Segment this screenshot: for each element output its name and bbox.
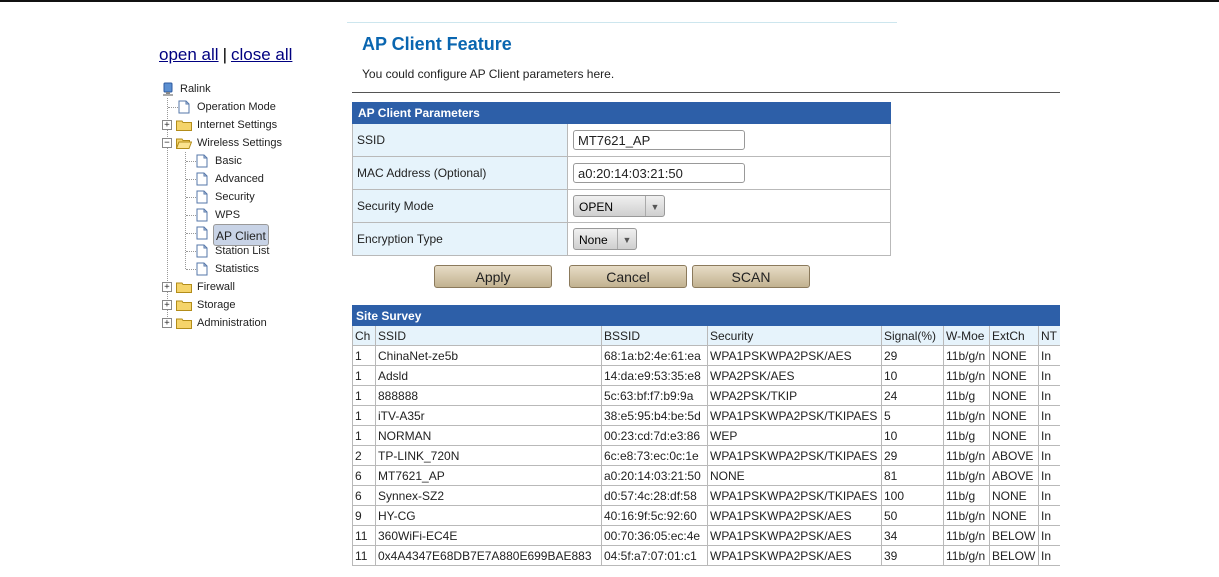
channel-cell: 2 — [353, 446, 376, 466]
survey-column-header: BSSID — [602, 326, 708, 346]
folder-icon — [176, 119, 192, 131]
wireless-mode-cell: 11b/g/n — [944, 446, 990, 466]
table-row[interactable] — [353, 486, 1061, 506]
document-icon — [196, 262, 208, 276]
encryption-type-value: None — [579, 233, 608, 247]
ssid-cell: TP-LINK_720N — [376, 446, 602, 466]
table-row[interactable] — [353, 506, 1061, 526]
document-icon — [178, 100, 190, 114]
survey-column-header: Security — [708, 326, 882, 346]
document-icon — [196, 244, 208, 258]
wireless-mode-cell: 11b/g/n — [944, 346, 990, 366]
top-border — [0, 0, 1219, 2]
document-icon — [196, 154, 208, 168]
tree-item-wps[interactable] — [160, 206, 330, 224]
tree-item-advanced[interactable] — [160, 170, 330, 188]
bssid-cell: 14:da:e9:53:35:e8 — [602, 366, 708, 386]
wireless-mode-cell: 11b/g — [944, 486, 990, 506]
tree-toggle-links — [159, 45, 292, 65]
wireless-mode-cell: 11b/g/n — [944, 466, 990, 486]
survey-column-header: ExtCh — [990, 326, 1039, 346]
security-cell: WPA1PSKWPA2PSK/TKIPAES — [708, 446, 882, 466]
tree-label: Internet Settings — [197, 119, 278, 131]
signal-cell: 24 — [882, 386, 944, 406]
bssid-cell: 04:5f:a7:07:01:c1 — [602, 546, 708, 566]
signal-cell: 81 — [882, 466, 944, 486]
bssid-cell: 38:e5:95:b4:be:5d — [602, 406, 708, 426]
site-survey-container — [352, 305, 1060, 577]
tree-item-station-list[interactable] — [160, 242, 330, 260]
tree-root-label: Ralink — [180, 83, 211, 95]
channel-cell: 1 — [353, 386, 376, 406]
dropdown-arrow-icon: ▼ — [617, 229, 636, 249]
signal-cell: 34 — [882, 526, 944, 546]
close-all-link[interactable]: close all — [230, 45, 293, 64]
document-icon — [196, 172, 208, 186]
wireless-mode-cell: 11b/g/n — [944, 546, 990, 566]
bssid-cell: 68:1a:b2:4e:61:ea — [602, 346, 708, 366]
security-cell: WPA1PSKWPA2PSK/AES — [708, 346, 882, 366]
channel-cell: 1 — [353, 426, 376, 446]
document-icon — [196, 190, 208, 204]
security-mode-select[interactable] — [573, 195, 665, 217]
security-cell: WPA2PSK/AES — [708, 366, 882, 386]
network-type-cell: In — [1039, 526, 1061, 546]
extension-channel-cell: NONE — [990, 386, 1039, 406]
tree-item-firewall[interactable] — [160, 278, 330, 296]
extension-channel-cell: NONE — [990, 506, 1039, 526]
expand-plus-icon[interactable]: + — [162, 282, 172, 292]
signal-cell: 50 — [882, 506, 944, 526]
expand-plus-icon[interactable]: + — [162, 300, 172, 310]
table-row[interactable] — [353, 446, 1061, 466]
network-type-cell: In — [1039, 466, 1061, 486]
expand-plus-icon[interactable]: + — [162, 318, 172, 328]
ssid-cell: 0x4A4347E68DB7E7A880E699BAE883 — [376, 546, 602, 566]
wireless-mode-cell: 11b/g/n — [944, 406, 990, 426]
ssid-cell: iTV-A35r — [376, 406, 602, 426]
extension-channel-cell: NONE — [990, 406, 1039, 426]
security-mode-value: OPEN — [579, 200, 614, 214]
expand-plus-icon[interactable]: + — [162, 120, 172, 130]
wireless-mode-cell: 11b/g/n — [944, 506, 990, 526]
section-divider — [352, 92, 1060, 93]
tree-item-storage[interactable] — [160, 296, 330, 314]
ssid-cell: HY-CG — [376, 506, 602, 526]
wireless-mode-cell: 11b/g/n — [944, 366, 990, 386]
table-row[interactable] — [353, 346, 1061, 366]
channel-cell: 6 — [353, 486, 376, 506]
tree-label: Wireless Settings — [197, 137, 282, 149]
survey-column-header: Ch — [353, 326, 376, 346]
security-cell: WPA1PSKWPA2PSK/AES — [708, 526, 882, 546]
mac-address-input[interactable] — [573, 163, 745, 183]
network-type-cell: In — [1039, 406, 1061, 426]
security-cell: WPA1PSKWPA2PSK/AES — [708, 546, 882, 566]
table-row[interactable] — [353, 426, 1061, 446]
table-row[interactable] — [353, 546, 1061, 566]
network-globe-icon — [161, 82, 175, 96]
params-header: AP Client Parameters — [353, 103, 891, 124]
network-type-cell: In — [1039, 486, 1061, 506]
extension-channel-cell: NONE — [990, 366, 1039, 386]
folder-icon — [176, 281, 192, 293]
tree-label: Station List — [215, 245, 270, 257]
mac-address-label: MAC Address (Optional) — [353, 157, 568, 190]
tree-item-security[interactable] — [160, 188, 330, 206]
folder-open-icon — [176, 137, 192, 149]
signal-cell: 29 — [882, 346, 944, 366]
extension-channel-cell: BELOW — [990, 546, 1039, 566]
security-cell: WPA1PSKWPA2PSK/TKIPAES — [708, 486, 882, 506]
extension-channel-cell: BELOW — [990, 526, 1039, 546]
ssid-cell: ChinaNet-ze5b — [376, 346, 602, 366]
signal-cell: 5 — [882, 406, 944, 426]
extension-channel-cell: ABOVE — [990, 466, 1039, 486]
survey-column-header: SSID — [376, 326, 602, 346]
network-type-cell: In — [1039, 426, 1061, 446]
tree-label: Administration — [197, 317, 267, 329]
network-type-cell: In — [1039, 446, 1061, 466]
scan-button[interactable]: SCAN — [692, 265, 810, 288]
tree-label: Security — [215, 191, 255, 203]
open-all-link[interactable]: open all — [159, 45, 219, 64]
network-type-cell: In — [1039, 346, 1061, 366]
security-cell: NONE — [708, 466, 882, 486]
channel-cell: 6 — [353, 466, 376, 486]
table-row[interactable] — [353, 526, 1061, 546]
extension-channel-cell: NONE — [990, 426, 1039, 446]
security-cell: WPA2PSK/TKIP — [708, 386, 882, 406]
bssid-cell: 00:23:cd:7d:e3:86 — [602, 426, 708, 446]
table-row[interactable] — [353, 386, 1061, 406]
tree-item-wireless-settings[interactable] — [160, 134, 330, 152]
security-mode-label: Security Mode — [353, 190, 568, 223]
survey-column-header: Signal(%) — [882, 326, 944, 346]
document-icon — [196, 208, 208, 222]
channel-cell: 9 — [353, 506, 376, 526]
signal-cell: 39 — [882, 546, 944, 566]
survey-column-headers — [353, 326, 1061, 346]
wireless-mode-cell: 11b/g — [944, 386, 990, 406]
site-survey-header: Site Survey — [353, 306, 1061, 326]
ssid-cell: MT7621_AP — [376, 466, 602, 486]
survey-column-header: NT — [1039, 326, 1061, 346]
signal-cell: 10 — [882, 366, 944, 386]
survey-rows — [353, 346, 1061, 566]
tree-item-internet-settings[interactable] — [160, 116, 330, 134]
bssid-cell: 40:16:9f:5c:92:60 — [602, 506, 708, 526]
signal-cell: 29 — [882, 446, 944, 466]
channel-cell: 1 — [353, 346, 376, 366]
bssid-cell: d0:57:4c:28:df:58 — [602, 486, 708, 506]
bssid-cell: 5c:63:bf:f7:b9:9a — [602, 386, 708, 406]
wireless-mode-cell: 11b/g — [944, 426, 990, 446]
ssid-input[interactable] — [573, 130, 745, 150]
site-survey-table — [352, 305, 1060, 566]
collapse-minus-icon[interactable]: − — [162, 138, 172, 148]
extension-channel-cell: NONE — [990, 486, 1039, 506]
link-separator: | — [222, 45, 227, 64]
dropdown-arrow-icon: ▼ — [645, 196, 664, 216]
ssid-label: SSID — [353, 124, 568, 157]
tree-label: WPS — [215, 209, 241, 221]
encryption-type-label: Encryption Type — [353, 223, 568, 256]
top-divider — [347, 22, 897, 23]
bssid-cell: 00:70:36:05:ec:4e — [602, 526, 708, 546]
security-cell: WPA1PSKWPA2PSK/TKIPAES — [708, 406, 882, 426]
document-icon — [196, 226, 208, 240]
tree-label: Statistics — [215, 263, 260, 275]
network-type-cell: In — [1039, 366, 1061, 386]
page-title: AP Client Feature — [362, 34, 512, 54]
extension-channel-cell: ABOVE — [990, 446, 1039, 466]
ssid-cell: NORMAN — [376, 426, 602, 446]
tree-label: Operation Mode — [197, 101, 276, 113]
tree-label: Advanced — [215, 173, 264, 185]
signal-cell: 100 — [882, 486, 944, 506]
table-row[interactable] — [353, 406, 1061, 426]
channel-cell: 1 — [353, 366, 376, 386]
tree-item-operation-mode[interactable] — [160, 98, 330, 116]
signal-cell: 10 — [882, 426, 944, 446]
tree-label: Storage — [197, 299, 236, 311]
tree-label: Basic — [215, 155, 242, 167]
ssid-cell: Synnex-SZ2 — [376, 486, 602, 506]
tree-item-ap-client[interactable] — [160, 224, 330, 242]
network-type-cell: In — [1039, 546, 1061, 566]
network-type-cell: In — [1039, 506, 1061, 526]
survey-column-header: W-Moe — [944, 326, 990, 346]
ssid-cell: Adsld — [376, 366, 602, 386]
encryption-type-select[interactable] — [573, 228, 637, 250]
nav-tree — [160, 80, 340, 340]
channel-cell: 1 — [353, 406, 376, 426]
channel-cell: 11 — [353, 526, 376, 546]
apply-button[interactable]: Apply — [434, 265, 552, 288]
tree-label-selected: AP Client — [213, 224, 269, 246]
security-cell: WEP — [708, 426, 882, 446]
ssid-cell: 888888 — [376, 386, 602, 406]
ap-client-params-table — [352, 102, 891, 256]
cancel-button[interactable]: Cancel — [569, 265, 687, 288]
security-cell: WPA1PSKWPA2PSK/AES — [708, 506, 882, 526]
channel-cell: 11 — [353, 546, 376, 566]
bssid-cell: 6c:e8:73:ec:0c:1e — [602, 446, 708, 466]
tree-item-statistics[interactable] — [160, 260, 330, 278]
tree-root[interactable] — [160, 80, 330, 98]
table-row[interactable] — [353, 366, 1061, 386]
tree-item-administration[interactable] — [160, 314, 330, 332]
folder-icon — [176, 317, 192, 329]
network-type-cell: In — [1039, 386, 1061, 406]
page-description: You could configure AP Client parameters here. — [362, 67, 615, 81]
bssid-cell: a0:20:14:03:21:50 — [602, 466, 708, 486]
tree-label: Firewall — [197, 281, 235, 293]
ssid-cell: 360WiFi-EC4E — [376, 526, 602, 546]
wireless-mode-cell: 11b/g/n — [944, 526, 990, 546]
folder-icon — [176, 299, 192, 311]
table-row[interactable] — [353, 466, 1061, 486]
extension-channel-cell: NONE — [990, 346, 1039, 366]
tree-item-basic[interactable] — [160, 152, 330, 170]
